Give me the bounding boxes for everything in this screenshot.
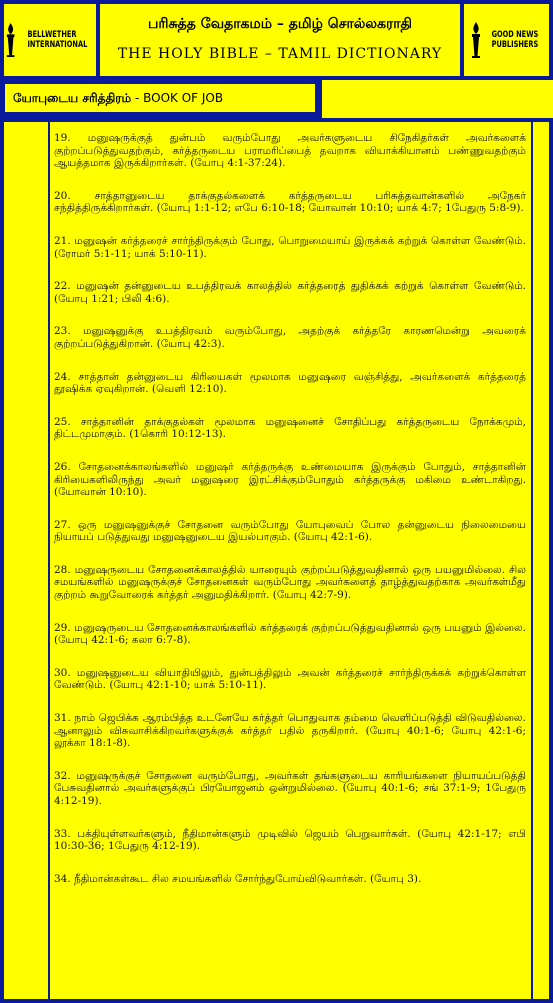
lesson-item: 30. மனுஷனுடைய வியாதியிலும், துன்பத்திலும் அவன் கர்த்தரைச் சார்ந்திருக்கக் கற்றுக்கொள்ள வேண்டும். (யோபு 42:1-10; யாக் 5:10-11).: [54, 666, 526, 692]
lesson-item: 24. சாத்தான் தன்னுடைய கிரியைகள் மூலமாக மனுஷரை வஞ்சித்து, அவர்களைக் கர்த்தரைத் தூஷிக்க ஏவுகிறான். (வெளி 12:10).: [54, 370, 526, 396]
book-title-tamil: யோபுடைய சரித்திரம்: [13, 91, 132, 105]
content-area: [4, 122, 549, 999]
lesson-item: 31. நாம் ஜெபிக்க ஆரம்பித்த உடனேயே கர்த்தர் பொதுவாக தம்மை வெளிப்படுத்தி விடுவதில்லை. ஆனாலும் விசுவாசிக்கிறவர்களுக்குக் கர்த்தர் பதில் தருகிறார். (யோபு 40:1-6; யோபு 42:1-6; லூக்கா 18:1-8).: [54, 712, 526, 750]
logo-left-line1: BELLWETHER: [27, 30, 77, 40]
right-margin-line: [531, 122, 533, 999]
lesson-item: 22. மனுஷன் தன்னுடைய உபத்திரவக் காலத்தில் கர்த்தரைத் துதிக்கக் கற்றுக் கொள்ள வேண்டும். (யோபு 1:21; பிலி 4:6).: [54, 280, 526, 305]
book-title: [5, 84, 315, 112]
torch-icon: [4, 20, 17, 60]
lesson-item: 25. சாத்தானின் தாக்குதல்கள் மூலமாக மனுஷனைச் சோதிப்பது கர்த்தருடைய நோக்கமும், திட்டமுமாகும். (1கொரி 10:12-13).: [54, 415, 526, 441]
lesson-item: 29. மனுஷருடைய சோதனைக்காலங்களில் கர்த்தரைக் குற்றப்படுத்துவதினால் ஒரு பயனும் இல்லை. (யோபு 42:1-6; கலா 6:7-8).: [54, 621, 526, 647]
lesson-item: 26. சோதனைக்காலங்களில் மனுஷர் கர்த்தருக்கு உண்மையாக இருக்கும் போதும், சாத்தானின் கிரியைகளிலிருந்து அவர் மனுஷரை இரட்சிக்கும்போதும் கர்த்தருக்கு மகிமை உண்டாகிறது. (யோவான் 10:10).: [54, 460, 526, 499]
header-bar: [0, 0, 553, 80]
logo-right-line1: GOOD NEWS: [491, 30, 538, 40]
title-english: THE HOLY BIBLE – TAMIL DICTIONARY: [117, 46, 443, 62]
lesson-item: 21. மனுஷன் கர்த்தரைச் சார்ந்திருக்கும் போது, பொறுமையாய் இருக்கக் கற்றுக் கொள்ள வேண்டும். (ரோமர் 5:1-11; யாக் 5:10-11).: [54, 234, 526, 260]
content-frame: [0, 118, 553, 1003]
book-title-bar: [0, 80, 322, 118]
left-margin-line: [48, 122, 50, 999]
lesson-item: 28. மனுஷருடைய சோதனைக்காலத்தில் யாரையும் குற்றப்படுத்துவதினால் ஒரு பயனுமில்லை. சில சமயங்களில் மனுஷருக்குச் சோதனைகள் வரும்போது அவர்களைத் தாழ்த்துவதற்காக அவர்கள்மீது குற்றம் கூறுவோரைக் கர்த்தர் அனுமதிக்கிறார். (யோபு 42:7-9).: [54, 563, 526, 602]
lesson-item: 20. சாத்தானுடைய தாக்குதல்களைக் கர்த்தருடைய பரிசுத்தவான்களில் அநேகர் சந்தித்திருக்கிறார்கள். (யோபு 1:1-12; எபே 6:10-18; யோவான் 10:10; யாக் 4:7; 1பேதுரு 5:8-9).: [54, 189, 526, 215]
torch-icon: [469, 20, 483, 60]
lesson-item: 19. மனுஷருக்குத் துன்பம் வரும்போது அவர்களுடைய சிநேகிதர்கள் அவர்களைக் குற்றப்படுத்துவதற்கும், கர்த்தருடைய பராமரிப்பைத் தவறாக வியாக்கியானம் பண்ணுவதற்கும் ஆயத்தமாக இருக்கிறார்கள். (யோபு 4:1-37:24).: [54, 132, 526, 170]
bellwether-logo: [4, 4, 96, 76]
lesson-item: 27. ஒரு மனுஷனுக்குச் சோதனை வரும்போது யோபுவைப் போல தன்னுடைய நிலைமையை நியாயப் படுத்துவது மனுஷனுடைய இயல்பாகும். (யோபு 42:1-6).: [54, 518, 526, 544]
lesson-item: 33. பக்தியுள்ளவர்களும், நீதிமான்களும் முடிவில் ஜெயம் பெறுவார்கள். (யோபு 42:1-17; எபி 10:30-36; 1பேதுரு 4:12-19).: [54, 827, 526, 853]
lesson-item: 23. மனுஷனுக்கு உபத்திரவம் வரும்போது, அதற்குக் கர்த்தரே காரணமென்று அவரைக் குற்றப்படுத்துகிறான். (யோபு 42:3).: [54, 325, 526, 350]
lesson-item: 32. மனுஷருக்குச் சோதனை வரும்போது, அவர்கள் தங்களுடைய காரியங்களை நியாயப்படுத்தி பேசுவதினால் அவர்களுக்குப் பிரயோஜனம் ஒன்றுமில்லை. (யோபு 40:1-6; சங் 37:1-9; 1பேதுரு 4:12-19).: [54, 769, 526, 807]
title-tamil: பரிசுத்த வேதாகமம் – தமிழ் சொல்லகராதி: [148, 16, 412, 32]
lesson-item: 34. நீதிமான்கள்கூட சில சமயங்களில் சோர்ந்துபோய்விடுவார்கள். (யோபு 3).: [54, 872, 422, 885]
book-title-english: - BOOK OF JOB: [131, 91, 224, 105]
logo-left-line2: INTERNATIONAL: [27, 40, 88, 50]
good-news-logo: [464, 4, 549, 76]
logo-right-line2: PUBLISHERS: [491, 40, 538, 50]
lesson-list: [54, 132, 526, 905]
title-box: [100, 4, 460, 76]
